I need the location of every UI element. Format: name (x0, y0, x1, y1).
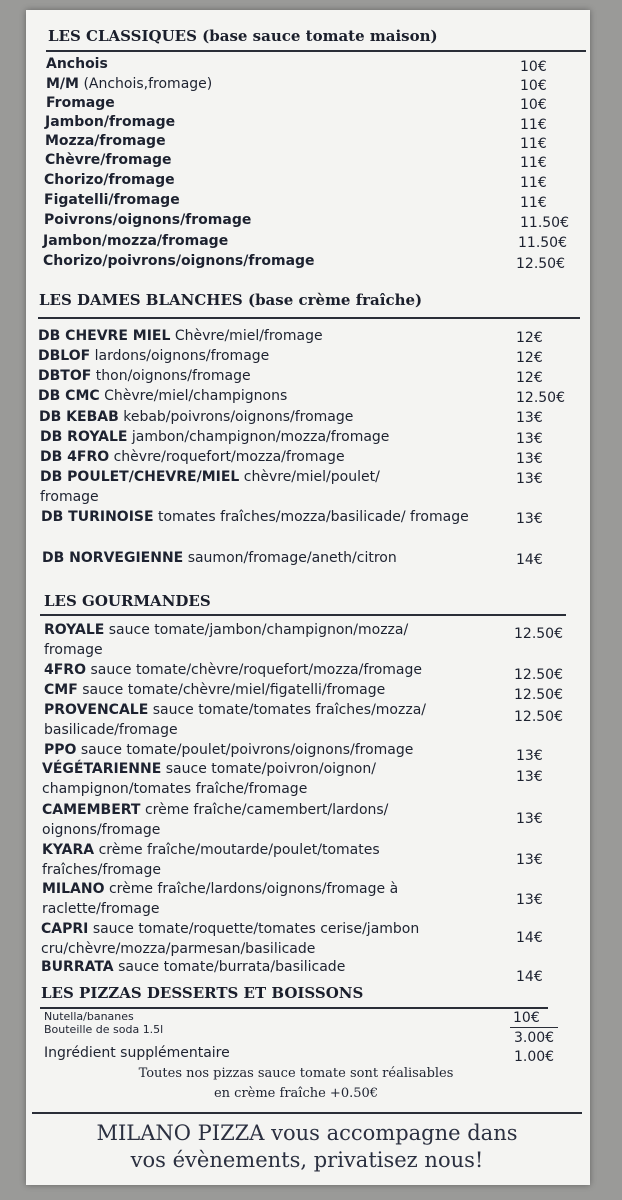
item-price: 12.50€ (514, 709, 563, 725)
section-title-gourmandes (44, 592, 211, 610)
list-item: Fromage (46, 95, 115, 111)
item-price: 10€ (513, 1010, 540, 1026)
item-price: 3.00€ (514, 1030, 555, 1046)
list-item: DB KEBAB kebab/poivrons/oignons/fromage (39, 409, 354, 425)
list-item: ROYALE sauce tomate/jambon/champignon/mozza/ fromage (44, 622, 409, 658)
item-price: 11€ (520, 117, 547, 133)
section-title-text: LES CLASSIQUES (48, 27, 197, 45)
item-price: 13€ (516, 511, 543, 527)
list-item: Chorizo/poivrons/oignons/fromage (43, 253, 315, 269)
item-price: 12.50€ (516, 256, 565, 272)
item-price: 13€ (516, 811, 543, 827)
list-item: Figatelli/fromage (44, 192, 180, 208)
section-rule (40, 614, 566, 616)
note-line: Toutes nos pizzas sauce tomate sont réalisables (138, 1066, 454, 1081)
section-title-desserts (41, 984, 363, 1002)
list-item: Jambon/mozza/fromage (43, 233, 229, 249)
item-price: 11€ (520, 195, 547, 211)
list-item: Chèvre/fromage (45, 152, 172, 168)
item-price: 12€ (516, 330, 543, 346)
section-title-dames-blanches (39, 291, 422, 309)
list-item: PPO sauce tomate/poulet/poivrons/oignons/fromage (44, 742, 414, 758)
list-item: Nutella/bananes (44, 1010, 134, 1023)
section-rule (46, 50, 586, 52)
list-item: Mozza/fromage (45, 133, 166, 149)
list-item: KYARA crème fraîche/moutarde/poulet/tomates fraîches/fromage (42, 842, 380, 878)
item-price: 13€ (516, 471, 543, 487)
section-rule (40, 1007, 548, 1009)
section-title-text: LES GOURMANDES (44, 592, 211, 610)
list-item: Ingrédient supplémentaire (44, 1045, 230, 1061)
list-item: Jambon/fromage (45, 114, 176, 130)
list-item: DBLOF lardons/oignons/fromage (38, 348, 270, 364)
item-price: 12.50€ (516, 390, 565, 406)
item-price: 1.00€ (514, 1049, 555, 1065)
item-price: 13€ (516, 892, 543, 908)
footer-slogan (36, 1120, 578, 1174)
item-price: 12.50€ (514, 667, 563, 683)
list-item: CAPRI sauce tomate/roquette/tomates cerise/jambon cru/chèvre/mozza/parmesan/basilicade (41, 921, 420, 957)
list-item: MILANO crème fraîche/lardons/oignons/fromage à raclette/fromage (42, 881, 399, 917)
note-text (86, 1064, 506, 1104)
item-price: 11.50€ (520, 215, 569, 231)
list-item: Bouteille de soda 1.5l (44, 1023, 164, 1036)
list-item: DB CMC Chèvre/miel/champignons (38, 388, 288, 404)
list-item: BURRATA sauce tomate/burrata/basilicade (41, 959, 346, 975)
item-price: 12.50€ (514, 687, 563, 703)
list-item: 4FRO sauce tomate/chèvre/roquefort/mozza/fromage (44, 662, 422, 678)
item-price: 14€ (516, 969, 543, 985)
item-price: 12€ (516, 350, 543, 366)
item-price: 14€ (516, 552, 543, 568)
item-price: 12.50€ (514, 626, 563, 642)
item-price: 13€ (516, 431, 543, 447)
item-price: 10€ (520, 59, 547, 75)
list-item: Poivrons/oignons/fromage (44, 212, 252, 228)
item-price: 11€ (520, 136, 547, 152)
footer-line: vos évènements, privatisez nous! (130, 1148, 484, 1172)
list-item: M/M (Anchois,fromage) (46, 76, 213, 92)
item-price: 11€ (520, 155, 547, 171)
list-item: DB 4FRO chèvre/roquefort/mozza/fromage (40, 449, 345, 465)
item-price: 10€ (520, 78, 547, 94)
list-item: CMF sauce tomate/chèvre/miel/figatelli/fromage (44, 682, 386, 698)
list-item: DBTOF thon/oignons/fromage (38, 368, 251, 384)
item-price: 10€ (520, 97, 547, 113)
list-item: Chorizo/fromage (44, 172, 175, 188)
list-item: DB TURINOISE tomates fraîches/mozza/basilicade/ fromage (41, 509, 469, 525)
section-rule (38, 317, 580, 319)
item-price: 11.50€ (518, 235, 567, 251)
list-item: DB CHEVRE MIEL Chèvre/miel/fromage (38, 328, 323, 344)
list-item: PROVENCALE sauce tomate/tomates fraîches/mozza/ basilicade/fromage (44, 702, 426, 738)
item-price: 13€ (516, 852, 543, 868)
section-title-text: LES PIZZAS DESSERTS ET BOISSONS (41, 984, 364, 1002)
note-line: en crème fraîche +0.50€ (213, 1086, 379, 1101)
item-price: 14€ (516, 930, 543, 946)
item-price: 11€ (520, 175, 547, 191)
item-price: 13€ (516, 748, 543, 764)
footer-rule (32, 1112, 582, 1114)
list-item: VÉGÉTARIENNE sauce tomate/poivron/oignon/ champignon/tomates fraîche/fromage (42, 761, 376, 797)
menu-card (26, 10, 590, 1185)
section-subtitle: (base crème fraîche) (247, 291, 423, 309)
item-price: 12€ (516, 370, 543, 386)
footer-line: MILANO PIZZA vous accompagne dans (96, 1121, 518, 1145)
section-title-text: LES DAMES BLANCHES (39, 291, 243, 309)
list-item: DB NORVEGIENNE saumon/fromage/aneth/citron (42, 550, 397, 566)
section-title-classiques (48, 27, 438, 45)
section-subtitle: (base sauce tomate maison) (202, 27, 438, 45)
list-item: Anchois (46, 56, 108, 72)
item-price: 13€ (516, 451, 543, 467)
item-price: 13€ (516, 769, 543, 785)
list-item: DB ROYALE jambon/champignon/mozza/fromage (40, 429, 390, 445)
list-item: CAMEMBERT crème fraîche/camembert/lardons/ oignons/fromage (42, 802, 389, 838)
list-item: DB POULET/CHEVRE/MIEL chèvre/miel/poulet/ fromage (40, 469, 380, 505)
item-price: 13€ (516, 410, 543, 426)
